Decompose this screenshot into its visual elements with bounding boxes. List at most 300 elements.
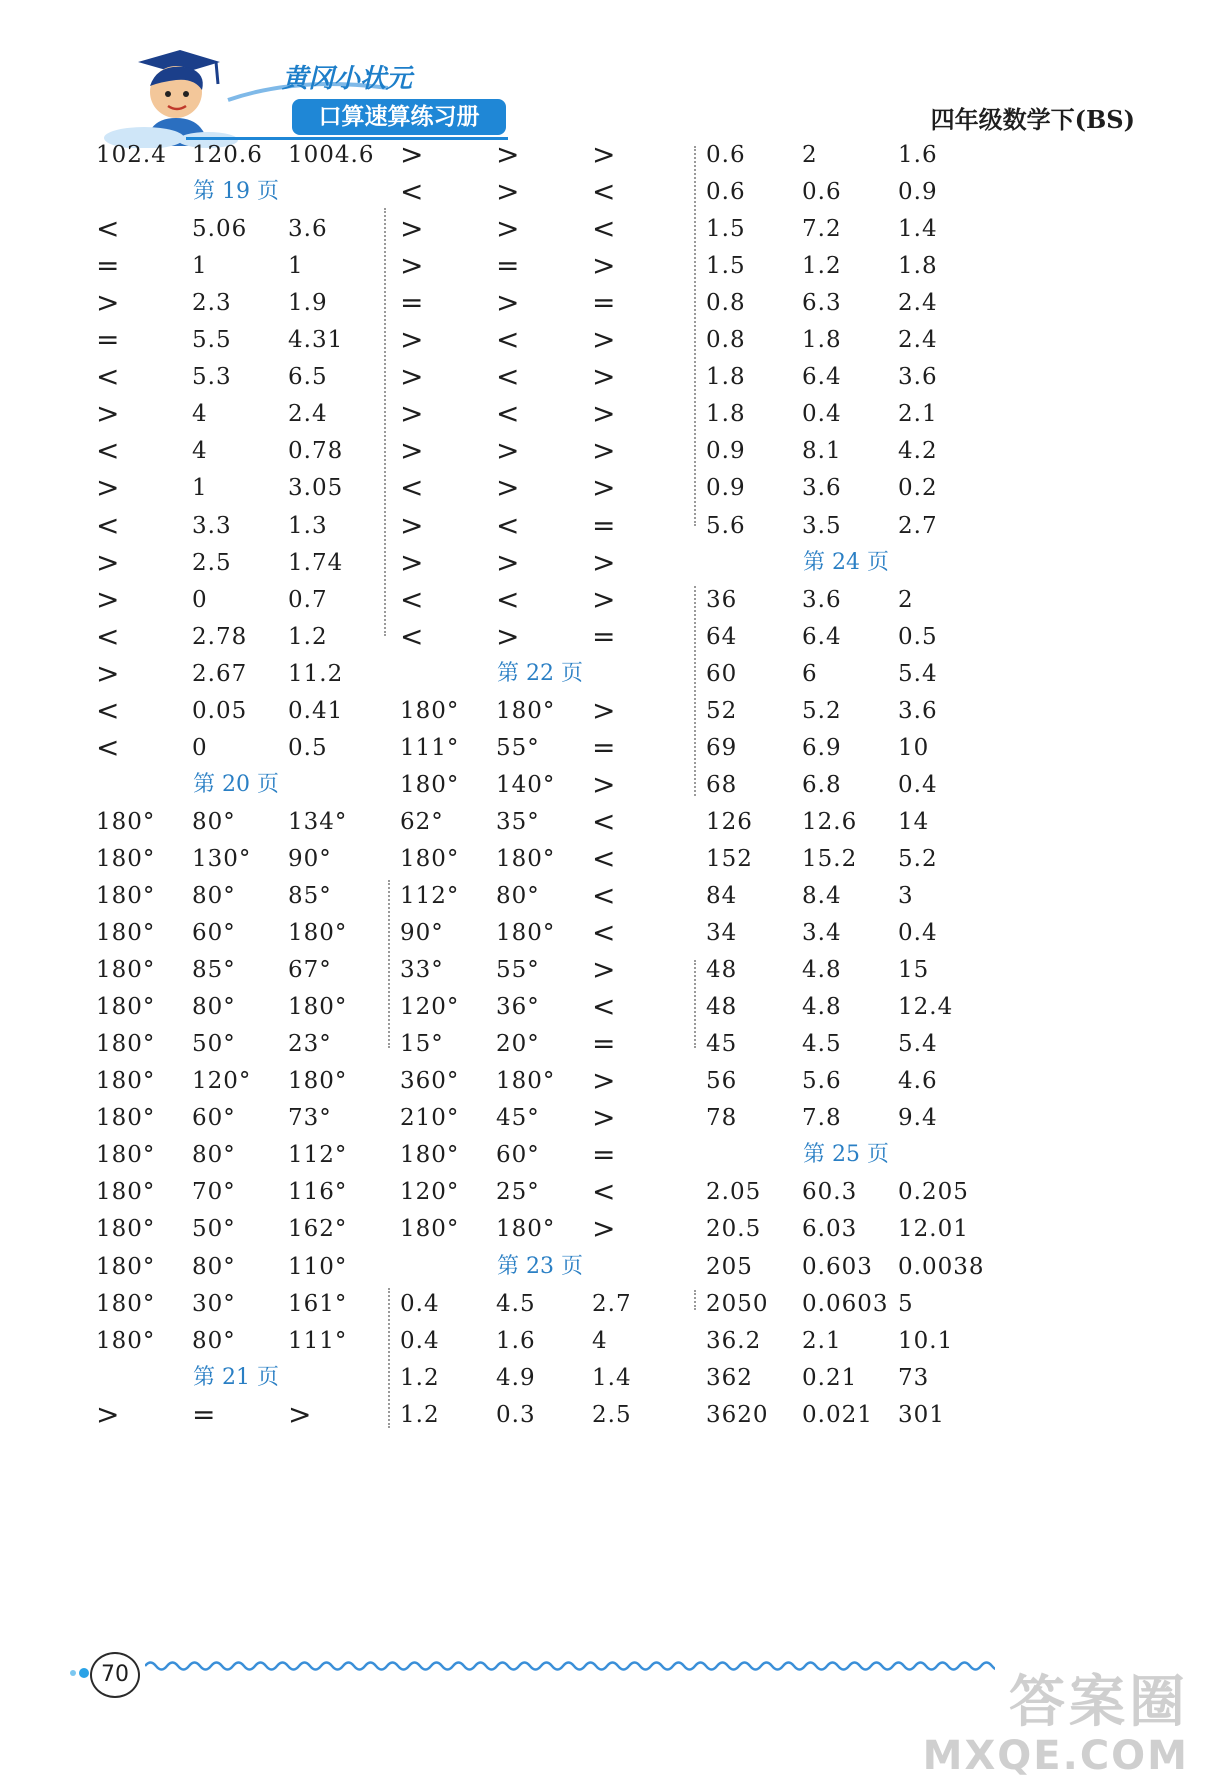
answer-value: 78 — [706, 1105, 738, 1132]
watermark-top: 答案圈 — [1009, 1670, 1189, 1735]
answer-value: 0.021 — [802, 1401, 873, 1428]
answer-value: 3.6 — [898, 364, 938, 391]
answer-value: 0.9 — [706, 475, 746, 502]
answer-value: 180° — [96, 1253, 156, 1280]
answer-value: 4 — [192, 438, 208, 465]
comparison-symbol: < — [96, 619, 121, 653]
answer-value: 8.4 — [802, 883, 842, 909]
answer-value: 180° — [496, 845, 556, 872]
answer-value: 52 — [706, 697, 738, 724]
comparison-symbol: > — [592, 471, 617, 505]
answer-value: 4.5 — [802, 1031, 842, 1058]
answer-value: 0.41 — [288, 697, 344, 724]
answer-value: 116° — [288, 1179, 348, 1206]
answer-value: 0.4 — [802, 401, 842, 428]
answer-value: 1 — [288, 253, 304, 280]
answer-value: 210° — [400, 1105, 460, 1132]
comparison-symbol: < — [496, 582, 521, 616]
answer-value: 1.4 — [592, 1364, 632, 1391]
answer-value: 80° — [192, 994, 236, 1021]
comparison-symbol: > — [400, 434, 425, 468]
answer-value: 5.4 — [898, 1031, 938, 1058]
answer-value: 1.2 — [802, 253, 842, 280]
answer-value: 1.8 — [706, 401, 746, 428]
answer-value: 0.205 — [898, 1179, 969, 1206]
answer-value: 5.2 — [802, 697, 842, 724]
answer-value: 6.8 — [802, 771, 842, 798]
answer-value: 7.2 — [802, 216, 842, 243]
answer-value: 3.6 — [898, 697, 938, 724]
page-number-dots-icon — [68, 1667, 92, 1679]
answer-value: 1.4 — [898, 216, 938, 243]
answer-value: 3620 — [706, 1401, 769, 1428]
answer-value: 5.3 — [192, 364, 232, 391]
brand-title: 黄冈小状元 — [282, 64, 413, 94]
answer-value: 84 — [706, 883, 738, 909]
answer-value: 120.6 — [192, 142, 263, 168]
answer-value: 6.3 — [802, 290, 842, 317]
answer-value: 140° — [496, 771, 556, 798]
comparison-symbol: > — [592, 1212, 617, 1246]
answer-value: 4.8 — [802, 957, 842, 984]
answer-value: 50° — [192, 1216, 236, 1243]
answer-value: 73 — [898, 1364, 930, 1391]
answer-value: 36.2 — [706, 1327, 762, 1354]
answer-value: 180° — [496, 697, 556, 724]
answer-value: 45° — [496, 1105, 540, 1132]
comparison-symbol: < — [592, 879, 617, 912]
answer-value: 90° — [400, 920, 444, 947]
answer-value: 0.05 — [192, 697, 248, 724]
answer-value: 2.3 — [192, 290, 232, 317]
answer-value: 0.4 — [898, 771, 938, 798]
answer-value: 180° — [400, 771, 460, 798]
watermark — [923, 1672, 1189, 1778]
answer-value: 180° — [400, 697, 460, 724]
answer-value: 4.5 — [496, 1290, 536, 1317]
comparison-symbol: < — [96, 212, 121, 246]
comparison-symbol: < — [400, 582, 425, 616]
comparison-symbol: = — [592, 619, 617, 653]
comparison-symbol: > — [400, 508, 425, 542]
comparison-symbol: > — [496, 619, 521, 653]
answer-value: 180° — [96, 1068, 156, 1095]
answer-value: 15° — [400, 1031, 444, 1058]
comparison-symbol: < — [496, 397, 521, 431]
answer-value: 1.3 — [288, 512, 328, 539]
comparison-symbol: > — [96, 582, 121, 616]
answer-value: 152 — [706, 845, 753, 872]
answer-value: 2.7 — [898, 512, 938, 539]
answer-value: 12.6 — [802, 808, 858, 835]
comparison-symbol: < — [592, 175, 617, 209]
column-divider-dots — [694, 960, 696, 1048]
grade-label: 四年级数学下(BS) — [930, 105, 1135, 134]
answer-value: 80° — [192, 1142, 236, 1169]
answer-value: 3.4 — [802, 920, 842, 947]
answer-value: 1.2 — [288, 623, 328, 650]
answer-value: 0.6 — [706, 179, 746, 206]
comparison-symbol: > — [592, 138, 617, 171]
answer-value: 2 — [898, 586, 914, 613]
comparison-symbol: < — [496, 508, 521, 542]
comparison-symbol: < — [96, 360, 121, 394]
answer-value: 112° — [400, 883, 460, 909]
answer-value: 111° — [400, 734, 460, 761]
column-divider-dots — [694, 1290, 696, 1310]
answer-value: 25° — [496, 1179, 540, 1206]
answer-value: 3.6 — [802, 586, 842, 613]
page-section-title: 第 25 页 — [803, 1142, 889, 1168]
answer-value: 180° — [96, 1327, 156, 1354]
comparison-symbol: = — [592, 508, 617, 542]
comparison-symbol: > — [592, 953, 617, 987]
comparison-symbol: = — [192, 1397, 217, 1431]
answer-value: 0.0038 — [898, 1253, 985, 1280]
answer-value: 180° — [96, 1031, 156, 1058]
comparison-symbol: > — [96, 656, 121, 690]
answer-value: 2050 — [706, 1290, 769, 1317]
answer-value: 3.05 — [288, 475, 344, 502]
answer-value: 60° — [496, 1142, 540, 1169]
comparison-symbol: > — [592, 767, 617, 801]
answer-value: 180° — [400, 1216, 460, 1243]
answer-value: 0.7 — [288, 586, 328, 613]
comparison-symbol: > — [592, 434, 617, 468]
answer-value: 1.8 — [898, 253, 938, 280]
comparison-symbol: > — [496, 175, 521, 209]
comparison-symbol: < — [496, 323, 521, 357]
answer-value: 0.8 — [706, 327, 746, 354]
answer-value: 5.06 — [192, 216, 248, 243]
answer-value: 2.4 — [288, 401, 328, 428]
comparison-symbol: < — [96, 693, 121, 727]
answer-value: 2.7 — [592, 1290, 632, 1317]
answer-value: 1.8 — [802, 327, 842, 354]
answer-value: 0.6 — [802, 179, 842, 206]
answer-value: 64 — [706, 623, 738, 650]
answer-value: 11.2 — [288, 660, 344, 687]
answer-value: 62° — [400, 808, 444, 835]
answer-value: 0.603 — [802, 1253, 873, 1280]
answer-value: 36 — [706, 586, 738, 613]
answer-value: 134° — [288, 808, 348, 835]
answer-value: 36° — [496, 994, 540, 1021]
answer-value: 3.3 — [192, 512, 232, 539]
answer-value: 20.5 — [706, 1216, 762, 1243]
answer-value: 1.2 — [400, 1401, 440, 1428]
answer-value: 1.8 — [706, 364, 746, 391]
answer-value: 180° — [496, 1216, 556, 1243]
comparison-symbol: > — [592, 582, 617, 616]
answer-value: 60.3 — [802, 1179, 858, 1206]
comparison-symbol: = — [592, 730, 617, 764]
answer-value: 4.9 — [496, 1364, 536, 1391]
page-section-title: 第 22 页 — [497, 660, 583, 686]
answer-value: 34 — [706, 920, 738, 947]
answer-value: 4.2 — [898, 438, 938, 465]
answer-value: 30° — [192, 1290, 236, 1317]
comparison-symbol: > — [96, 1397, 121, 1431]
page-number: 70 — [90, 1652, 140, 1698]
comparison-symbol: < — [96, 434, 121, 468]
answer-value: 2.4 — [898, 327, 938, 354]
answer-value: 1.5 — [706, 216, 746, 243]
comparison-symbol: < — [496, 360, 521, 394]
answer-value: 1.6 — [898, 142, 938, 168]
answer-value: 180° — [496, 1068, 556, 1095]
answer-value: 180° — [96, 1290, 156, 1317]
answer-value: 180° — [96, 1216, 156, 1243]
answer-value: 6.03 — [802, 1216, 858, 1243]
answer-value: 120° — [400, 1179, 460, 1206]
answer-value: 70° — [192, 1179, 236, 1206]
comparison-symbol: < — [592, 990, 617, 1024]
answer-value: 23° — [288, 1031, 332, 1058]
answer-value: 56 — [706, 1068, 738, 1095]
answer-value: 0.4 — [898, 920, 938, 947]
answer-value: 2.4 — [898, 290, 938, 317]
answer-value: 80° — [192, 1327, 236, 1354]
comparison-symbol: > — [592, 323, 617, 357]
comparison-symbol: > — [592, 693, 617, 727]
answer-value: 180° — [288, 920, 348, 947]
comparison-symbol: > — [592, 360, 617, 394]
answer-value: 180° — [288, 994, 348, 1021]
answer-value: 1 — [192, 475, 208, 502]
comparison-symbol: < — [592, 916, 617, 950]
answer-value: 180° — [96, 957, 156, 984]
answer-value: 69 — [706, 734, 738, 761]
answer-value: 5.6 — [706, 512, 746, 539]
answer-value: 4 — [192, 401, 208, 428]
answer-value: 180° — [288, 1068, 348, 1095]
answer-value: 80° — [192, 1253, 236, 1280]
comparison-symbol: = — [592, 1138, 617, 1172]
answer-value: 9.4 — [898, 1105, 938, 1132]
answer-value: 180° — [496, 920, 556, 947]
answer-value: 6.5 — [288, 364, 328, 391]
answer-value: 1.74 — [288, 549, 344, 576]
answer-value: 2.78 — [192, 623, 248, 650]
answer-value: 4.6 — [898, 1068, 938, 1095]
answer-value: 7.8 — [802, 1105, 842, 1132]
answer-value: 0.0603 — [802, 1290, 889, 1317]
answer-value: 3 — [898, 883, 914, 909]
answer-value: 4 — [592, 1327, 608, 1354]
comparison-symbol: > — [96, 471, 121, 505]
comparison-symbol: < — [592, 212, 617, 246]
answer-value: 15.2 — [802, 845, 858, 872]
column-divider-dots — [694, 146, 696, 526]
answer-value: 180° — [96, 845, 156, 872]
answer-value: 161° — [288, 1290, 348, 1317]
answer-value: 0.6 — [706, 142, 746, 168]
comparison-symbol: < — [96, 730, 121, 764]
answer-value: 6.9 — [802, 734, 842, 761]
comparison-symbol: < — [400, 619, 425, 653]
answer-value: 180° — [96, 994, 156, 1021]
answer-value: 0 — [192, 586, 208, 613]
comparison-symbol: = — [96, 323, 121, 357]
book-subtitle: 口算速算练习册 — [292, 99, 506, 135]
answer-value: 180° — [400, 845, 460, 872]
comparison-symbol: = — [400, 286, 425, 320]
answer-value: 85° — [288, 883, 332, 909]
comparison-symbol: < — [96, 508, 121, 542]
answer-value: 180° — [96, 920, 156, 947]
answer-value: 48 — [706, 994, 738, 1021]
answer-value: 5.4 — [898, 660, 938, 687]
answer-value: 12.01 — [898, 1216, 969, 1243]
answer-value: 0.78 — [288, 438, 344, 465]
comparison-symbol: < — [400, 175, 425, 209]
page-section-title: 第 23 页 — [497, 1253, 583, 1279]
answer-value: 6.4 — [802, 623, 842, 650]
answer-value: 60 — [706, 660, 738, 687]
comparison-symbol: > — [592, 1101, 617, 1135]
answer-value: 20° — [496, 1031, 540, 1058]
answer-value: 4.8 — [802, 994, 842, 1021]
answer-value: 162° — [288, 1216, 348, 1243]
answer-value: 1004.6 — [288, 142, 375, 168]
answer-value: 180° — [96, 1142, 156, 1169]
page-section-title: 第 24 页 — [803, 549, 889, 575]
answer-value: 5.2 — [898, 845, 938, 872]
comparison-symbol: > — [592, 1064, 617, 1098]
comparison-symbol: > — [288, 1397, 313, 1431]
comparison-symbol: > — [400, 212, 425, 246]
comparison-symbol: < — [592, 1175, 617, 1209]
comparison-symbol: < — [592, 841, 617, 875]
answer-value: 60° — [192, 1105, 236, 1132]
answer-value: 50° — [192, 1031, 236, 1058]
page-section-title: 第 19 页 — [193, 179, 279, 205]
answer-value: 68 — [706, 771, 738, 798]
comparison-symbol: < — [400, 471, 425, 505]
comparison-symbol: = — [592, 1027, 617, 1061]
answer-value: 2.5 — [592, 1401, 632, 1428]
comparison-symbol: > — [400, 397, 425, 431]
comparison-symbol: > — [400, 323, 425, 357]
answer-value: 3.6 — [288, 216, 328, 243]
answer-value: 10.1 — [898, 1327, 954, 1354]
answer-value: 14 — [898, 808, 930, 835]
answer-value: 102.4 — [96, 142, 167, 168]
answer-value: 362 — [706, 1364, 753, 1391]
comparison-symbol: > — [496, 138, 521, 171]
answer-value: 3.5 — [802, 512, 842, 539]
answer-value: 3.6 — [802, 475, 842, 502]
answer-value: 2.5 — [192, 549, 232, 576]
answer-value: 0.5 — [898, 623, 938, 650]
answer-value: 180° — [96, 883, 156, 909]
wave-divider — [145, 1656, 995, 1676]
answer-value: 5.5 — [192, 327, 232, 354]
column-divider-dots — [388, 1288, 390, 1428]
answer-value: 0.3 — [496, 1401, 536, 1428]
answer-value: 301 — [898, 1401, 945, 1428]
answer-value: 67° — [288, 957, 332, 984]
comparison-symbol: > — [496, 212, 521, 246]
answer-value: 180° — [96, 808, 156, 835]
comparison-symbol: > — [400, 360, 425, 394]
comparison-symbol: > — [592, 545, 617, 579]
answer-value: 4.31 — [288, 327, 344, 354]
page-section-title: 第 20 页 — [193, 771, 279, 797]
answer-value: 1 — [192, 253, 208, 280]
answer-value: 0.2 — [898, 475, 938, 502]
answer-value: 2.67 — [192, 660, 248, 687]
comparison-symbol: > — [400, 249, 425, 283]
answer-value: 2.1 — [802, 1327, 842, 1354]
answer-value: 80° — [192, 883, 236, 909]
comparison-symbol: > — [96, 286, 121, 320]
column-divider-dots — [384, 208, 386, 636]
answer-value: 0.9 — [706, 438, 746, 465]
answer-value: 0 — [192, 734, 208, 761]
answer-value: 35° — [496, 808, 540, 835]
answer-value: 10 — [898, 734, 930, 761]
comparison-symbol: = — [496, 249, 521, 283]
comparison-symbol: > — [592, 397, 617, 431]
answer-value: 6 — [802, 660, 818, 687]
answer-value: 1.2 — [400, 1364, 440, 1391]
column-divider-dots — [388, 880, 390, 1048]
column-divider-dots — [694, 586, 696, 796]
comparison-symbol: > — [496, 434, 521, 468]
answer-value: 1.9 — [288, 290, 328, 317]
comparison-symbol: > — [496, 471, 521, 505]
answer-value: 120° — [192, 1068, 252, 1095]
answer-value: 360° — [400, 1068, 460, 1095]
comparison-symbol: > — [96, 545, 121, 579]
answer-value: 5 — [898, 1290, 914, 1317]
comparison-symbol: < — [592, 804, 617, 838]
answer-value: 33° — [400, 957, 444, 984]
answer-value: 73° — [288, 1105, 332, 1132]
answer-value: 126 — [706, 808, 753, 835]
watermark-bottom: MXQE.COM — [922, 1733, 1189, 1779]
comparison-symbol: = — [96, 249, 121, 283]
answer-value: 60° — [192, 920, 236, 947]
answer-value: 120° — [400, 994, 460, 1021]
answer-value: 80° — [192, 808, 236, 835]
answer-value: 0.5 — [288, 734, 328, 761]
answer-value: 12.4 — [898, 994, 954, 1021]
answer-value: 8.1 — [802, 438, 842, 465]
answer-value: 5.6 — [802, 1068, 842, 1095]
answer-value: 0.4 — [400, 1327, 440, 1354]
answer-value: 130° — [192, 845, 252, 872]
answer-value: 205 — [706, 1253, 753, 1280]
answer-value: 0.8 — [706, 290, 746, 317]
answer-value: 1.6 — [496, 1327, 536, 1354]
comparison-symbol: > — [96, 397, 121, 431]
answer-value: 112° — [288, 1142, 348, 1169]
answer-value: 80° — [496, 883, 540, 909]
comparison-symbol: = — [592, 286, 617, 320]
answer-value: 2.1 — [898, 401, 938, 428]
answer-value: 0.9 — [898, 179, 938, 206]
comparison-symbol: > — [496, 545, 521, 579]
comparison-symbol: > — [496, 286, 521, 320]
answer-value: 111° — [288, 1327, 348, 1354]
page-section-title: 第 21 页 — [193, 1364, 279, 1390]
answer-value: 110° — [288, 1253, 348, 1280]
answer-value: 45 — [706, 1031, 738, 1058]
comparison-symbol: > — [400, 138, 425, 171]
